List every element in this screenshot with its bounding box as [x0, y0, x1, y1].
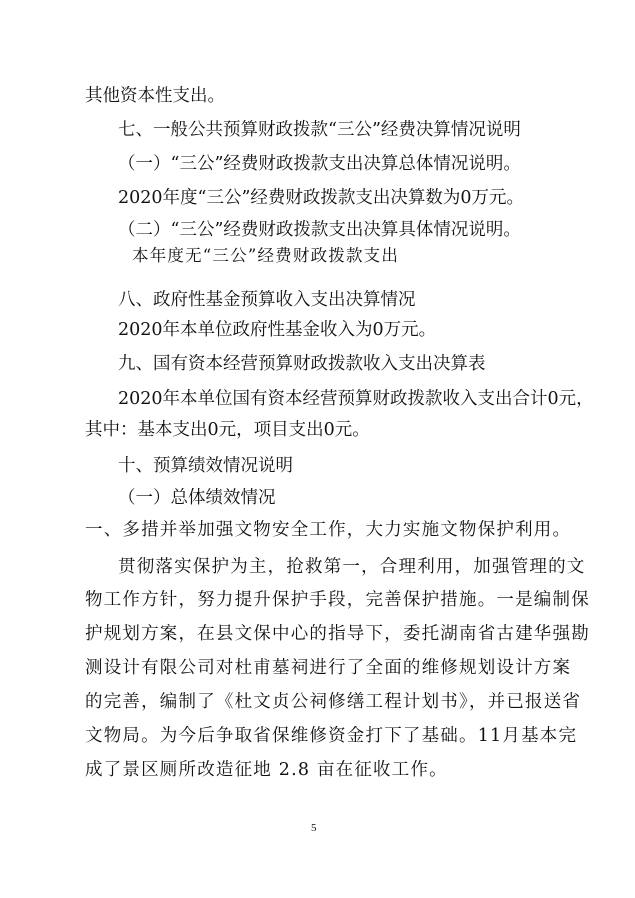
- subheading-three-public-overall: （一）“三公”经费财政拨款支出决算总体情况说明。: [118, 154, 521, 174]
- section-heading-ten: 十、预算绩效情况说明: [118, 456, 293, 476]
- text-line-state-capital: 2020年本单位国有资本经营预算财政拨款收入支出合计0元，: [118, 389, 594, 409]
- text-line-basic-project: 其中：基本支出0元，项目支出0元。: [85, 420, 370, 440]
- paragraph-line-1: 贯彻落实保护为主，抢救第一，合理利用，加强管理的文: [118, 557, 586, 577]
- text-line-1: 其他资本性支出。: [85, 86, 225, 106]
- section-heading-nine: 九、国有资本经营预算财政拨款收入支出决算表: [118, 354, 486, 374]
- paragraph-line-5: 的完善，编制了《杜文贞公祠修缮工程计划书》，并已报送省: [85, 692, 582, 712]
- text-line-no-expenditure: 本年度无“三公”经费财政拨款支出: [132, 246, 400, 265]
- text-line-measures: 一、多措并举加强文物安全工作，大力实施文物保护利用。: [85, 520, 572, 540]
- paragraph-line-3: 护规划方案，在县文保中心的指导下，委托湖南省古建华强勘: [85, 624, 590, 644]
- section-heading-seven: 七、一般公共预算财政拨款“三公”经费决算情况说明: [118, 120, 521, 140]
- paragraph-line-2: 物工作方针，努力提升保护手段，完善保护措施。一是编制保: [85, 590, 590, 610]
- paragraph-line-4: 测设计有限公司对杜甫墓祠进行了全面的维修规划设计方案: [85, 658, 572, 678]
- paragraph-line-7: 成了景区厕所改造征地 2.8 亩在征收工作。: [85, 760, 448, 780]
- subheading-three-public-detail: （二）“三公”经费财政拨款支出决算具体情况说明。: [118, 220, 521, 240]
- section-heading-eight: 八、政府性基金预算收入支出决算情况: [118, 290, 416, 310]
- subheading-overall-performance: （一）总体绩效情况: [118, 488, 276, 508]
- text-line-three-public-amount: 2020年度“三公”经费财政拨款支出决算数为0万元。: [118, 188, 525, 208]
- page-number: 5: [311, 822, 317, 834]
- paragraph-line-6: 文物局。为今后争取省保维修资金打下了基础。11月基本完: [85, 726, 578, 746]
- text-line-fund-income: 2020年本单位政府性基金收入为0万元。: [118, 320, 437, 340]
